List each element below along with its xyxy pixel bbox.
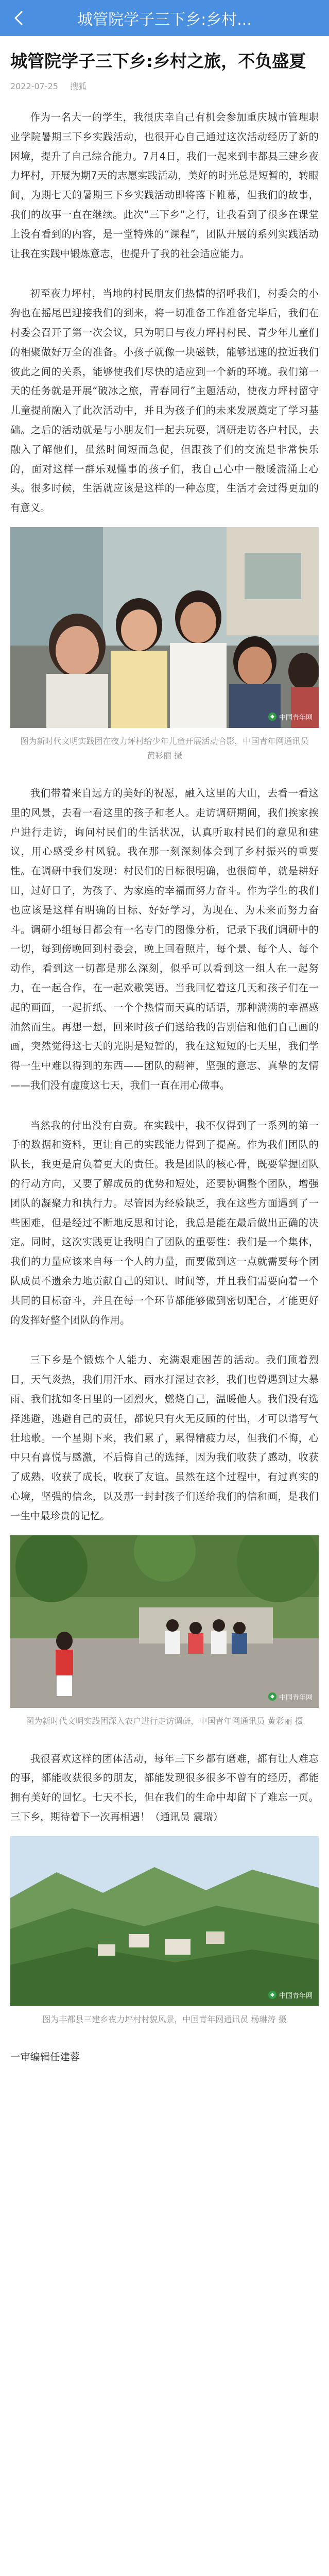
children-group-image [10, 527, 319, 728]
photo-caption-3: 图为丰都县三建乡夜力坪村村貌风景，中国青年网通讯员 杨琳涛 摄 [42, 2014, 287, 2024]
photo-village-visit[interactable] [10, 1535, 319, 1708]
photo-watermark: 中国青年网 [268, 1990, 313, 2000]
article-meta [10, 81, 319, 92]
village-landscape-image [10, 1836, 319, 2006]
chevron-left-icon [13, 10, 24, 26]
photo-village-landscape[interactable] [10, 1836, 319, 2006]
article-content [0, 36, 329, 2066]
publish-date: 2022-07-25 [10, 81, 58, 91]
village-visit-image [10, 1535, 319, 1708]
paragraph-5: 三下乡是个锻炼个人能力、充满艰难困苦的活动。我们顶着烈日，天气炎热，我们用汗水、雨水打湿过衣衫，我们也曾遇到过大暴雨、我们扰如冬日里的一团烈火，燃烧自己，温暖他人。我们没有选择逃避，逃避自己的责任，都说只有火无反顾的付出，才可以谱写气壮地歌。一个星期下来，我们累了，累得精疲力尽，但我们不悔，心中只有喜悦与感激，不后悔自己的选择，因为我们收获了感动，收获了成熟，收获了成长，收获了友谊。虽然在这个过程中，有过真实的心境，坚强的信念，以及那一封封孩子们送给我们的信和画，是我们一生中最珍贵的记忆。 [10, 1354, 319, 1522]
paragraph-6: 我很喜欢这样的团体活动，每年三下乡都有磨难，都有让人难忘的事，都能收获很多的朋友，都能发现很多很多不曾有的经历，都能拥有美好的回忆。七天不长，但在我们的生命中却留下了难忘一页。三下乡，期待着下一次再相遇！（通讯员 震瑞） [10, 1752, 319, 1823]
editor-credit: 一审编辑任建蓉 [10, 2050, 80, 2063]
cyol-logo-icon [268, 712, 277, 721]
article-source: 搜狐 [70, 81, 87, 91]
photo-caption-2: 图为新时代文明实践团深入农户进行走访调研，中国青年网通讯员 黄彩丽 摄 [26, 1716, 303, 1726]
top-navigation-bar [0, 0, 329, 36]
photo-watermark: 中国青年网 [268, 712, 313, 722]
paragraph-3: 我们带着来自远方的美好的祝愿，融入这里的大山，去看一看这里的风景，去看一看这里的孩子和老人。走访调研期间，我们挨家挨户进行走访，询问村民们的生活状况，认真听取村民们的意见和建议，用心感受乡村风貌。我在那一刻深刻体会到了乡村振兴的重要性。在调研中我们发现：村民们的目标很明确，也很简单，就是耕好田，过好日子，为孩子、为家庭的幸福而努力奋斗。作为学生的我们也应该是这样有明确的目标、好好学习，为现在、为未来而努力奋斗。调研小组每日都会有一名专门的图像分析，记录下我们调研中的一切，每到傍晚回到村委会，晚上回看照片，每个景、每个人、每个动作，看到这一切都是那么深刻，似乎可以看到这一组人在一起努力，在一起合作，在一起欢歌笑语。当我回忆着这几天和孩子们在一起的画面，一起折纸、一个个热情而天真的话语，那种满满的幸福感油然而生。再想一想，回来时孩子们送给我的告别信和他们自己画的画，突然觉得这七天的光阴是短暂的，我在这短短的七天里，我们学得一生中难以得到的东西——团队的精神，坚强的意志、真挚的友情——我们没有虚度这七天，我们一直在用心做事。 [10, 787, 319, 1091]
photo-children-group[interactable] [10, 527, 319, 728]
photo-watermark: 中国青年网 [268, 1692, 313, 1702]
photo-caption-1: 图为新时代文明实践团在夜力坪村给少年儿童开展活动合影，中国青年网通讯员 黄彩丽 摄 [20, 736, 309, 760]
paragraph-4: 当然我的付出没有白费。在实践中，我不仅得到了一系列的第一手的数据和资料，更让自己的实践能力得到了提高。作为我们团队的队长，我更是肩负着更大的责任。我是团队的核心骨，既要掌握团队的行动方向，又要了解成员的优势和短处，还要协调整个团队，增强团队的凝聚力和执行力。尽管因为经验缺乏，我在这些方面遇到了一些困难，但是经过不断地反思和讨论，我总是能在最后做出正确的决定。同时，这次实践更让我明白了团队的重要性：我们是一个集体，我们的力量应该来自每一个人的力量，而要做到这一点就需要每个团队成员不遗余力地贡献自己的知识、时间等，并且我们需要向着一个共同的目标奋斗，并且在每一个环节都能够做到密切配合，才能更好的发挥好整个团队的作用。 [10, 1119, 319, 1326]
cyol-logo-icon [268, 1692, 277, 1701]
back-button[interactable] [7, 7, 30, 29]
paragraph-1: 作为一名大一的学生，我很庆幸自己有机会参加重庆城市管理职业学院暑期三下乡实践活动，也很开心自己通过这次活动经历了新的困境，提升了自己综合能力。7月4日，我们一起来到丰都县三建乡夜力坪村，开展为期7天的志愿实践活动，美好的时光总是短暂的，转眼间，为期七天的暑期三下乡实践活动即将落下帷幕，但我们的故事，我们的故事一直在继续。此次“三下乡”之行，让我看到了很多在课堂上没有看到的内容，是一堂特殊的“课程”，团队开展的系列实践活动让我在实践中锻炼意志，也提升了我的社会适应能力。 [10, 111, 319, 260]
nav-title: 城管院学子三下乡:乡村... [77, 11, 252, 29]
article-title: 城管院学子三下乡:乡村之旅，不负盛夏 [10, 51, 306, 71]
cyol-logo-icon [268, 1990, 277, 1999]
paragraph-2: 初至夜力坪村，当地的村民朋友们热情的招呼我们，村委会的小狗也在摇尾巴迎接我们的到来，将一切准备工作准备完毕后，我们在村委会召开了第一次会议，只为明日与夜力坪村村民、青少年儿童们的相聚做好万全的准备。小孩子就像一块磁铁，能够迅速的拉近我们彼此之间的关系，能够使我们尽快的适应到一个新的环境。我们第一天的任务就是开展“破冰之旅，青春同行”主题活动，使夜力坪村留守儿童提前融入了此次活动中，并且为孩子们的未来发展奠定了学习基础。之后的活动就是与小朋友们一起去玩耍，调研走访各户村民，去融入了解他们，虽然时间短而急促，但跟孩子们的交流是非常快乐的，面对这样一群乐观懂事的孩子们，我自己心中一般暖流涌上心头。很多时候，生活就应该是这样的一种态度，生活才会过得更加的有意义。 [10, 287, 319, 514]
